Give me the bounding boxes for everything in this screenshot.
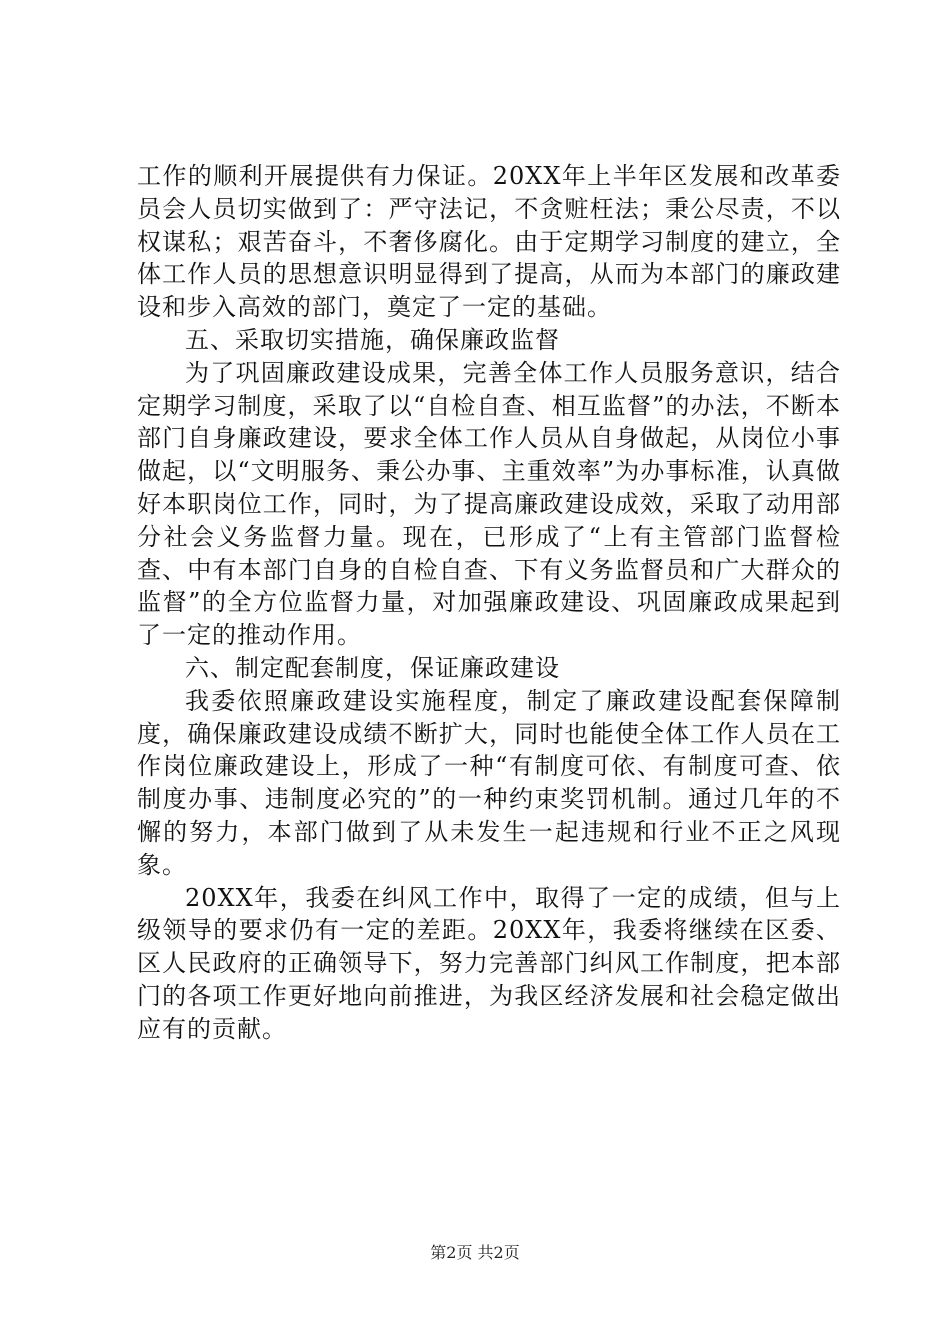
section-heading-5: 五、采取切实措施，确保廉政监督 [185, 325, 560, 354]
paragraph-supervision: 为了巩固廉政建设成果，完善全体工作人员服务意识，结合定期学习制度，采取了以“自检自查、相互监督”的办法，不断本部门自身廉政建设，要求全体工作人员从自身做起，从岗位小事做起，以“文明服务、秉公办事、主重效率”为办事标准，认真做好本职岗位工作，同时，为了提高廉政建设成效，采取了动用部分社会义务监督力量。现在，已形成了“上有主管部门监督检查、中有本部门自身的自检自查、下有义务监督员和广大群众的监督”的全方位监督力量，对加强廉政建设、巩固廉政成果起到了一定的推动作用。 [137, 358, 841, 650]
page-number-footer: 第2页 共2页 [430, 1243, 520, 1262]
paragraph-system: 我委依照廉政建设实施程度，制定了廉政建设配套保障制度，确保廉政建设成绩不断扩大，同时也能使全体工作人员在工作岗位廉政建设上，形成了一种“有制度可依、有制度可查、依制度办事、违制度必究的”的一种约束奖罚机制。通过几年的不懈的努力，本部门做到了从未发生一起违规和行业不正之风现象。 [137, 686, 841, 879]
section-heading-6: 六、制定配套制度，保证廉政建设 [185, 653, 560, 682]
paragraph-continuation: 工作的顺利开展提供有力保证。20XX年上半年区发展和改革委员会人员切实做到了：严守法记，不贪赃枉法；秉公尽责，不以权谋私；艰苦奋斗，不奢侈腐化。由于定期学习制度的建立，全体工作人员的思想意识明显得到了提高，从而为本部门的廉政建设和步入高效的部门，奠定了一定的基础。 [137, 162, 841, 322]
document-body [137, 160, 841, 1046]
paragraph-summary: 20XX年，我委在纠风工作中，取得了一定的成绩，但与上级领导的要求仍有一定的差距。20XX年，我委将继续在区委、区人民政府的正确领导下，努力完善部门纠风工作制度，把本部门的各项工作更好地向前推进，为我区经济发展和社会稳定做出应有的贡献。 [137, 883, 841, 1043]
